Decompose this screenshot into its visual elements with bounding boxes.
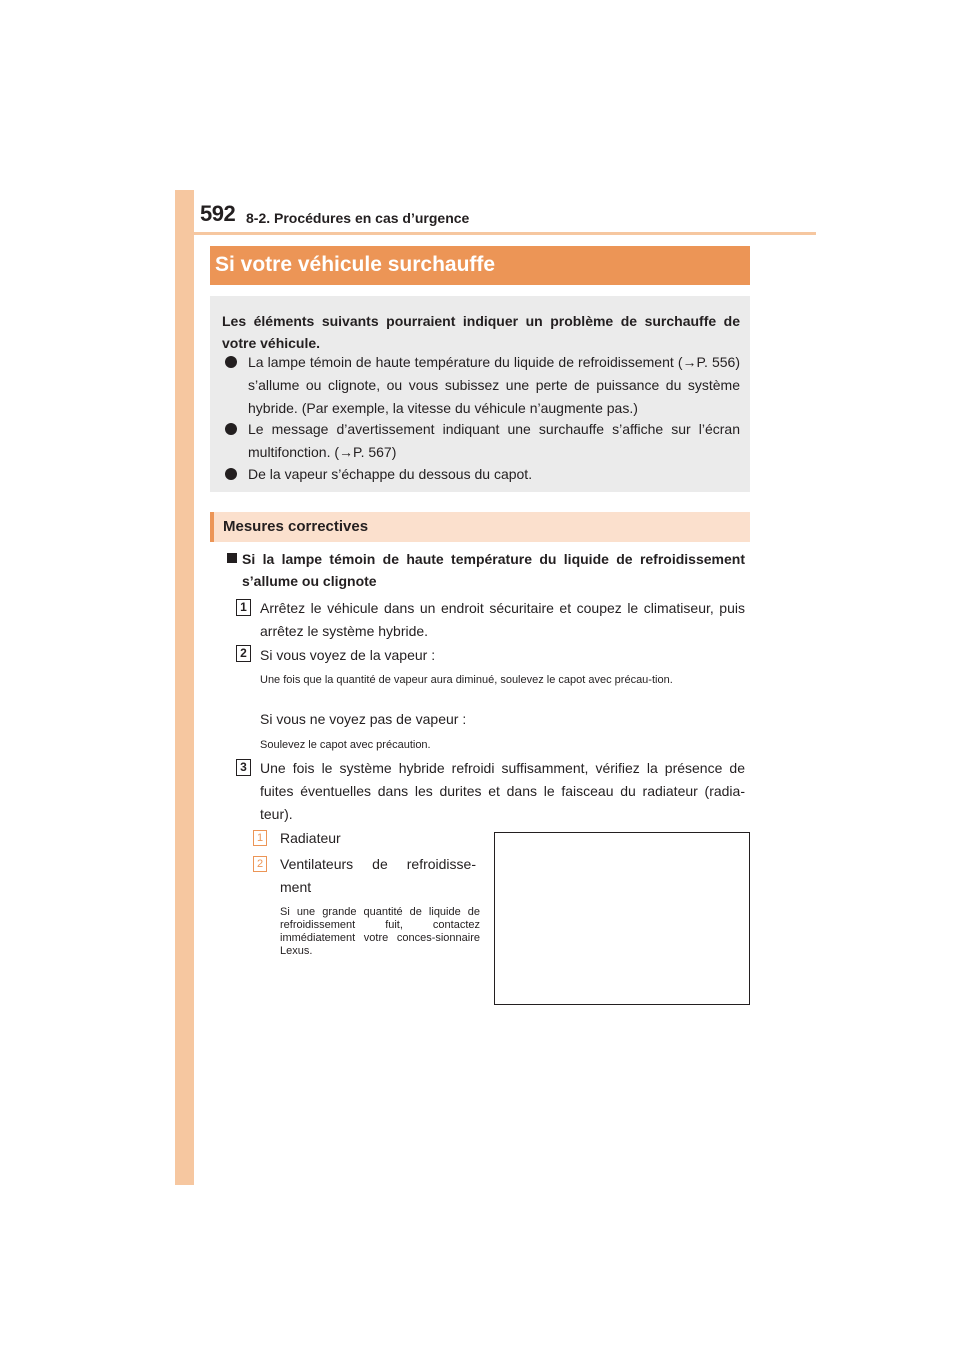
step-number-badge: 2 xyxy=(236,645,251,662)
step-note: Une fois que la quantité de vapeur aura diminué, soulevez le capot avec précau-tion. xyxy=(260,674,673,686)
bullet-dot-icon xyxy=(225,423,237,435)
intro-bullet xyxy=(248,463,740,486)
intro-bullet xyxy=(248,418,740,464)
condition-heading xyxy=(242,548,745,592)
bullet-text: De la vapeur s’échappe du dessous du capot. xyxy=(248,466,533,482)
title-banner xyxy=(210,246,750,285)
subsection-heading: Mesures correctives xyxy=(223,518,369,535)
figure-placeholder xyxy=(494,832,750,1005)
step-text: Une fois le système hybride refroidi suffisamment, vérifiez la présence de fuites éventuelles dans les durites et dans le faisceau du radiateur (radia-teur). xyxy=(260,760,745,822)
subsection-banner xyxy=(210,512,750,542)
intro-heading: Les éléments suivants pourraient indiquer un problème de surchauffe de votre véhicule. xyxy=(222,313,740,351)
side-color-bar xyxy=(175,190,194,1185)
callout-note: Si une grande quantité de liquide de refroidissement fuit, contactez immédiatement votre conces-sionnaire Lexus. xyxy=(280,906,480,957)
step-text: Si vous voyez de la vapeur : xyxy=(260,647,436,663)
bullet-text: La lampe témoin de haute température du liquide de refroidissement (→P. 556) s’allume ou clignote, ou vous subissez une perte de puissance du système hybride. (Par exemple, la vitesse du véhicule n’augmente pas.) xyxy=(248,354,740,416)
intro-bullet xyxy=(248,351,740,420)
condition-text: Si la lampe témoin de haute température du liquide de refroidissement s’allume ou clignote xyxy=(242,551,745,589)
section-label: 8-2. Procédures en cas d’urgence xyxy=(246,210,470,226)
step-number-badge: 1 xyxy=(236,599,251,616)
page-number: 592 xyxy=(200,201,236,226)
page-title: Si votre véhicule surchauffe xyxy=(215,253,496,276)
step-note-alt: Soulevez le capot avec précaution. xyxy=(260,739,431,751)
step-text-alt: Si vous ne voyez pas de vapeur : xyxy=(260,711,467,727)
callout-label: Ventilateurs de refroidisse-ment xyxy=(280,856,476,895)
step-text: Arrêtez le véhicule dans un endroit sécuritaire et coupez le climatiseur, puis arrêtez le système hybride. xyxy=(260,600,745,639)
subsection-accent xyxy=(210,512,214,542)
header-rule xyxy=(194,232,816,235)
intro-box xyxy=(210,296,750,492)
bullet-text: Le message d’avertissement indiquant une surchauffe s’affiche sur l’écran multifonction. (→P. 567) xyxy=(248,421,740,460)
callout-label: Radiateur xyxy=(280,830,341,846)
callout-number: 1 xyxy=(253,830,267,846)
callout-number: 2 xyxy=(253,856,267,872)
bullet-dot-icon xyxy=(225,356,237,368)
square-bullet-icon xyxy=(227,553,237,563)
step-number-badge: 3 xyxy=(236,759,251,776)
bullet-dot-icon xyxy=(225,468,237,480)
